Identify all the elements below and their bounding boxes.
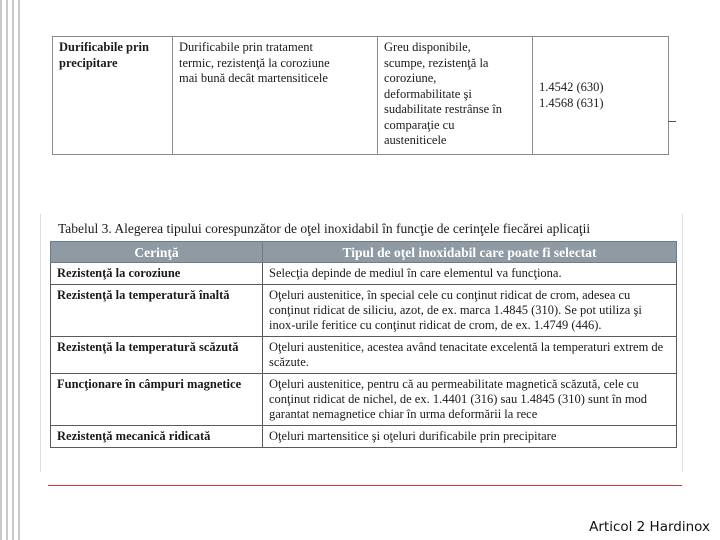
side-tick-mark — [668, 121, 676, 122]
steel-type-cell: Oţeluri austenitice, pentru că au permeabilitate magnetică scăzută, cele cu conţinut ridicat de nichel, de ex. 1.4401 (316) sau 1.4845 (310) sunt în mod garantat nemagnetice chiar în urma deformării la rece — [263, 374, 677, 426]
top-cell-drawbacks: Greu disponibile, scumpe, rezistenţă la coroziune, deformabilitate şi sudabilitate restrânse în comparaţie cu austeniticele — [378, 37, 533, 155]
table3-steel-selection — [50, 241, 677, 448]
requirement-cell: Rezistenţă la coroziune — [51, 263, 263, 285]
table-row — [51, 285, 677, 337]
column-header-steel-type: Tipul de oţel inoxidabil care poate fi selectat — [263, 242, 677, 263]
table-row — [51, 263, 677, 285]
steel-type-cell: Oţeluri austenitice, în special cele cu conţinut ridicat de crom, adesea cu conţinut ridicat de siliciu, azot, de ex. marca 1.4845 (310). Se pot utiliza şi inox-urile feritice cu conţinut ridicat de crom, de ex. 1.4749 (446). — [263, 285, 677, 337]
steel-type-cell: Selecţia depinde de mediul în care elementul va funcţiona. — [263, 263, 677, 285]
footer-label: Articol 2 Hardinox — [589, 519, 710, 535]
steel-type-cell: Oţeluri austenitice, acestea având tenacitate excelentă la temperaturi extrem de scăzute. — [263, 337, 677, 374]
requirement-cell: Rezistenţă la temperatură înaltă — [51, 285, 263, 337]
frame-border-left — [40, 214, 41, 472]
table-row — [51, 337, 677, 374]
top-cell-steel-class: Durificabile prin precipitare — [53, 37, 173, 155]
top-cell-characteristics: Durificabile prin tratament termic, rezistenţă la coroziune mai bună decât martensiticele — [173, 37, 378, 155]
requirement-cell: Rezistenţă la temperatură scăzută — [51, 337, 263, 374]
requirement-cell: Funcţionare în câmpuri magnetice — [51, 374, 263, 426]
table-header-row — [51, 242, 677, 263]
table3-caption: Tabelul 3. Alegerea tipului corespunzător de oţel inoxidabil în funcţie de cerinţele fiecărei aplicaţii — [58, 221, 591, 236]
top-cell-grades: 1.4542 (630) 1.4568 (631) — [533, 37, 669, 155]
table-row — [53, 37, 669, 155]
requirement-cell: Rezistenţă mecanică ridicată — [51, 426, 263, 448]
frame-border-right — [682, 214, 683, 472]
steel-type-cell: Oţeluri martensitice şi oţeluri durificabile prin precipitare — [263, 426, 677, 448]
column-header-requirement: Cerinţă — [51, 242, 263, 263]
red-divider-line — [48, 485, 682, 486]
left-stripes-decoration — [0, 0, 20, 540]
table-row — [51, 374, 677, 426]
top-table-fragment — [52, 36, 669, 155]
table-row — [51, 426, 677, 448]
